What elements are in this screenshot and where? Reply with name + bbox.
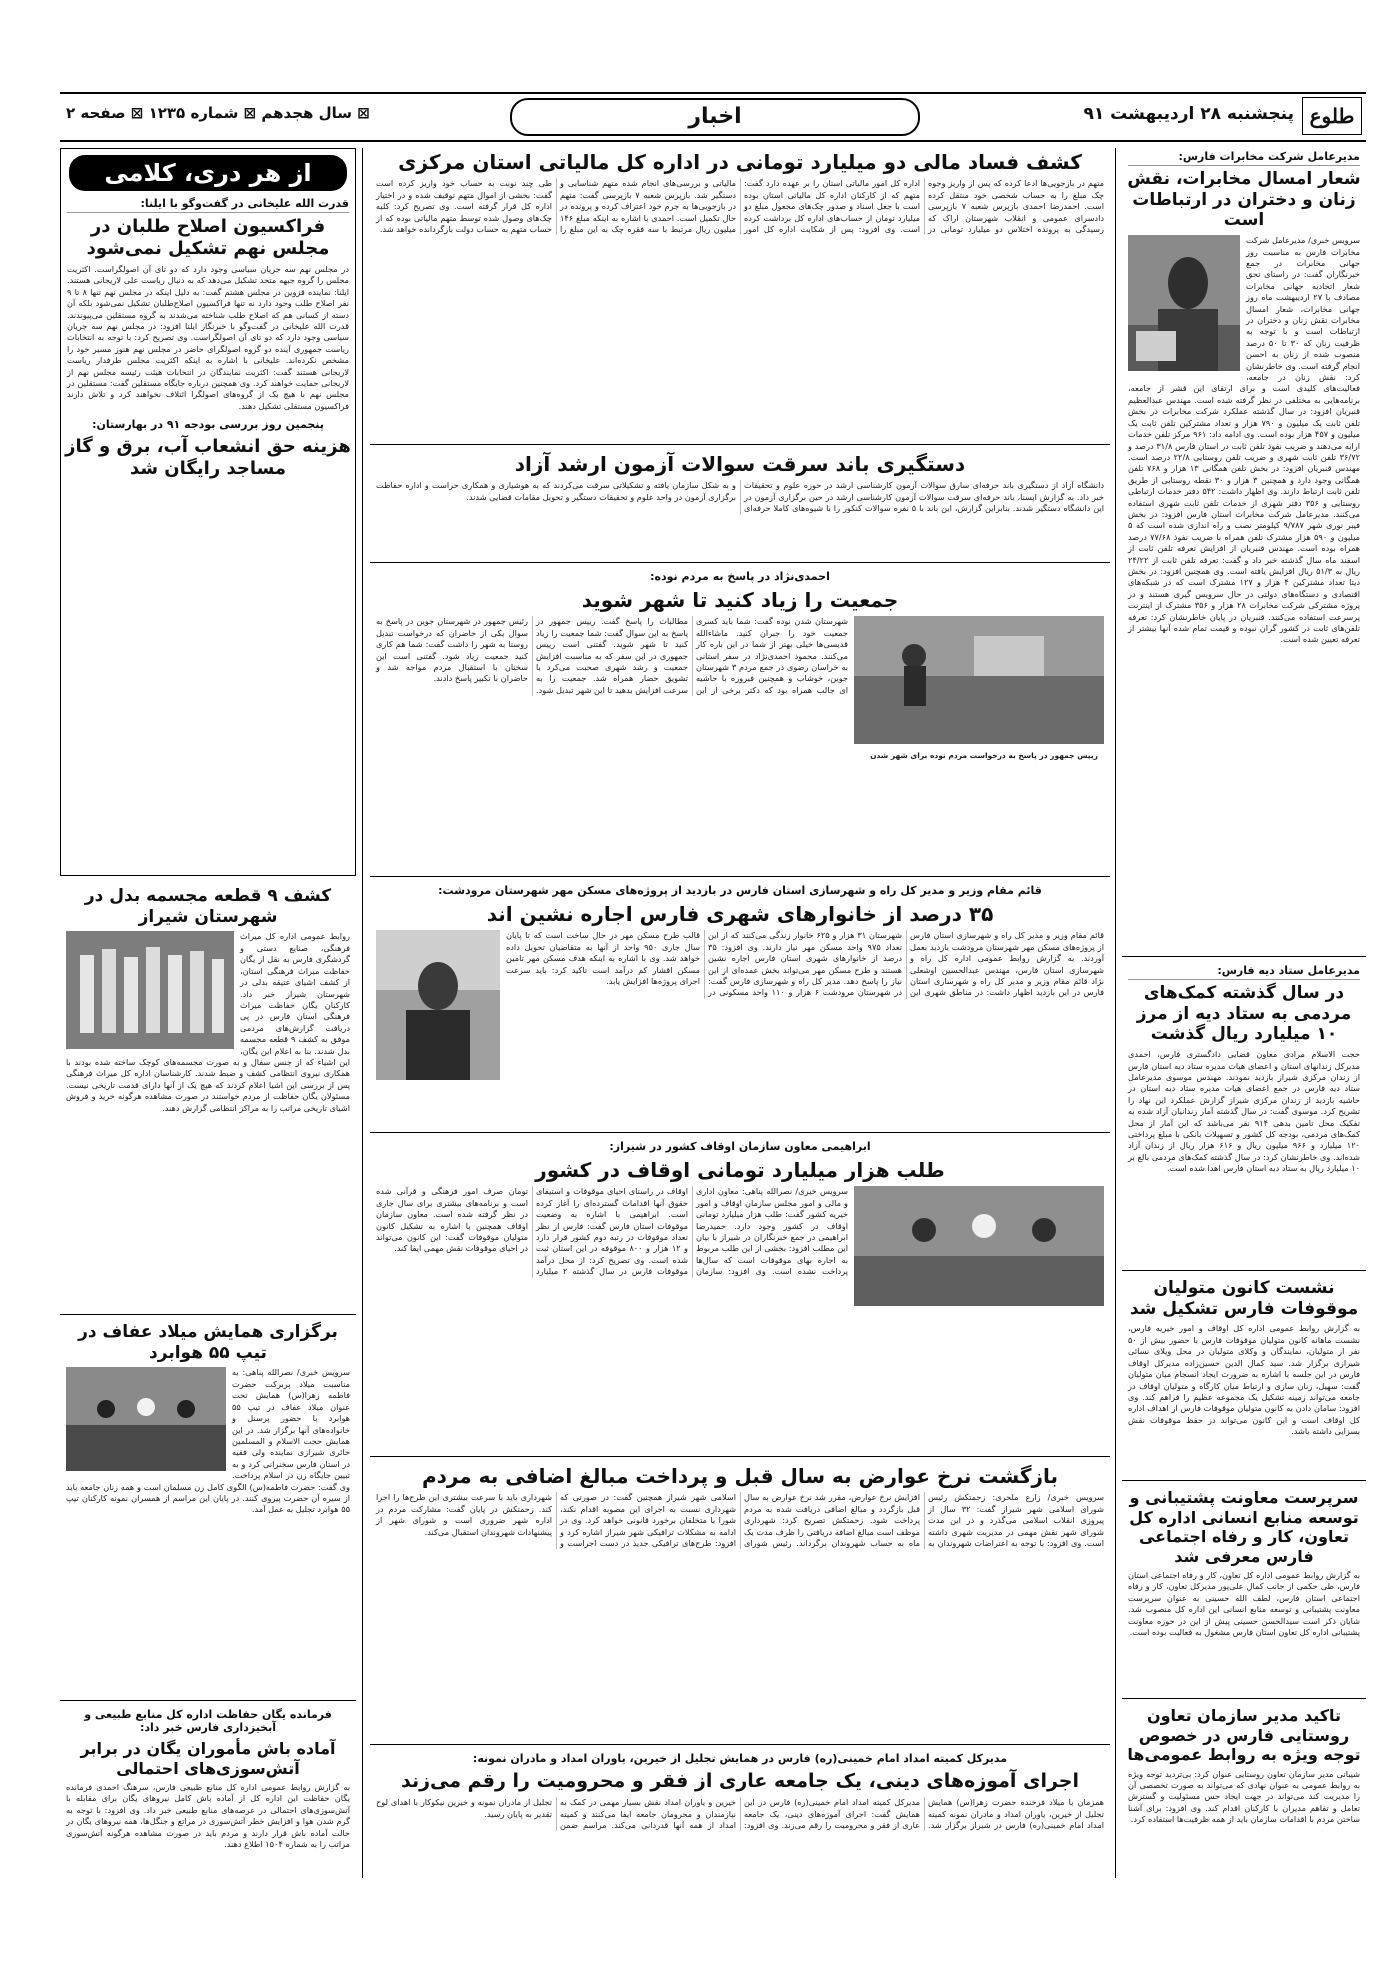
article-body: همزمان با میلاد فرخنده حضرت زهرا(س) همایش تجلیل از خیرین، یاوران امداد و مادران نمونه کمیته امداد امام خمینی(ره) فارس در شیراز برگزار شد. مدیرکل کمیته امداد امام خمینی(ره) فارس در این همایش گفت: اجرای آموزه‌های دینی، یک جامعه عاری از فقر و محرومیت را رقم می‌زند. وی افزود: خیرین و یاوران امداد نقش بسیار مهمی در کمک به نیازمندان و محرومان جامعه ایفا می‌کنند و کمیته امداد از همه آنها قدردانی می‌کند. مراسم ضمن تجلیل از مادران نمونه و خیرین نیکوکار با اهدای لوح تقدیر به پایان رسید.	[376, 1797, 1104, 1830]
article-diyeh	[1122, 962, 1366, 1264]
article-rural-coop	[1122, 1704, 1366, 1878]
article-body: روابط عمومی اداره کل میراث فرهنگی، صنایع دستی و گردشگری فارس به نقل از یگان حفاظت میراث فرهنگی استان، از کشف اشیای عتیقه بدلی در شهرستان شیراز خبر داد. کارکنان یگان حفاظت میراث فرهنگی استان فارس در پی دریافت گزارش‌های مردمی موفق به کشف ۹ قطعه مجسمه بدل شدند. بنا به اعلام این یگان، این اشیاء که از جنس سفال و به صورت مجسمه‌های کوچک ساخته شده بودند با همکاری نیروی انتظامی کشف و ضبط شدند. کارشناسان اداره کل میراث فرهنگی پس از بررسی این اشیا اعلام کردند که هیچ یک از آنها دارای قدمت تاریخی نیست. مسئولان یگان حفاظت از مردم خواستند در صورت مشاهده هرگونه خرید و فروش اشیای تاریخی مراتب را به مراکز انتظامی گزارش دهند.	[66, 931, 350, 1113]
ceremony-photo	[66, 1367, 226, 1471]
article-kicker: احمدی‌نژاد در پاسخ به مردم نوده:	[650, 570, 830, 583]
article-headline: کشف ۹ قطعه مجسمه بدل در شهرستان شیراز	[84, 886, 332, 927]
article-headline: در سال گذشته کمک‌های مردمی به ستاد دیه از مرز ۱۰ میلیارد ریال گذشت	[1136, 983, 1352, 1045]
article-kicker: مدیرعامل ستاد دیه فارس:	[1128, 964, 1360, 980]
article-headline: هزینه حق انشعاب آب، برق و گاز مساجد رایگان شد	[65, 436, 351, 480]
article-headline: نشست کانون متولیان موقوفات فارس تشکیل شد	[1129, 1278, 1359, 1319]
article-headline: بازگشت نرخ عوارض به سال قبل و پرداخت مبالغ اضافی به مردم	[421, 1464, 1059, 1488]
article-telecom	[1122, 148, 1366, 948]
article-body: سرویس خبری/ نصرالله پناهی: معاون اداری و مالی و امور مجلس سازمان اوقاف و امور خیریه کشور گفت: طلب هزار میلیارد تومانی اوقاف در کشور وجود دارد. حمیدرضا ابراهیمی در جمع خبرنگاران در شیراز با بیان این مطلب افزود: بخشی از این طلب مربوط به اجاره بهای موقوفات است که سال‌ها پرداخت نشده است. وی افزود: سازمان اوقاف در راستای احیای موقوفات و استیفای حقوق آنها اقدامات گسترده‌ای را آغاز کرده است. ابراهیمی با اشاره به وضعیت موقوفات استان فارس گفت: فارس از نظر تعداد موقوفات در رتبه دوم کشور قرار دارد و ۱۲ هزار و ۸۰۰ موقوفه در این استان ثبت شده است. وی تصریح کرد: از محل درآمد موقوفات فارس در سال گذشته ۲ میلیارد تومان صرف امور فرهنگی و قرآنی شده است و برنامه‌های بیشتری برای سال جاری در نظر گرفته شده است. معاون سازمان اوقاف همچنین با اشاره به تشکیل کانون متولیان موقوفات گفت: این کانون می‌تواند در احیای موقوفات نقش مهمی ایفا کند.	[376, 1186, 848, 1277]
article-body: حجت الاسلام مرادی معاون قضایی دادگستری فارس، احمدی مدیرکل زندانهای استان و اعضای هیات مدیره ستاد دیه استان فارس از زندان مرکزی شیراز بازدید نمودند. مهندس موسوی مدیرعامل ستاد دیه فارس در جمع اعضای هیات مدیره ستاد دیه استان در حاشیه بازدید از زندان مرکزی شیراز گزارش عملکرد این نهاد را تشریح کرد. موسوی گفت: در سال گذشته آمار زندانیان آزاد شده به تفکیک محل تامین بدهی ۹۱۴ نفر می‌باشد که این آمار از محل کمک‌های مردمی، بودجه کل کشور و تسهیلات بانکی با مبلغ پرداختی ۱۲۰ میلیارد و ۹۶۶ میلیون ریال و ۶۱۶ هزار ریال از زندان آزاد شده‌اند. وی خاطرنشان کرد: در سال گذشته کمک‌های مردمی بالغ بر ۱۰ میلیارد ریال به ستاد دیه استان فارس اهدا شده است.	[1128, 1049, 1360, 1174]
article-body: دانشگاه آزاد از دستگیری باند حرفه‌ای سارق سوالات آزمون کارشناسی ارشد در حوزه علوم و تحقیقات خبر داد. به گزارش ایسنا، باند حرفه‌ای سرقت سوالات آزمون کارشناسی ارشد در حین برگزاری آزمون در این دانشگاه دستگیر شدند. بنابراین گزارش، این باند با ۵ نفره سوالات کنکور را با شیوه‌های کاملا حرفه‌ای و به شکل سازمان یافته و تشکیلاتی سرقت می‌کردند که به هوشیاری و همکاری حراست و اداره حفاظت برگزاری آزمون در واحد علوم و تحقیقات دستگیر و تحویل مقامات قضایی شدند.	[376, 480, 1105, 514]
issue-date: پنجشنبه ۲۸ اردیبهشت ۹۱	[1083, 104, 1294, 124]
divider	[1122, 956, 1366, 957]
divider	[1122, 1698, 1366, 1699]
article-population	[370, 568, 1110, 870]
divider	[370, 1132, 1110, 1133]
page-header	[60, 92, 1366, 142]
article-tolls	[370, 1462, 1110, 1738]
article-body: به گزارش روابط عمومی اداره کل تعاون، کار و رفاه اجتماعی استان فارس، طی حکمی از جانب کمال علی‌پور مدیرکل تعاون، کار و رفاه اجتماعی استان فارس، لطف الله حسینی به عنوان سرپرست معاونت پشتیبانی و توسعه منابع انسانی این اداره کل منصوب شد. شایان ذکر است سید‌الحسن حسینی پیش از این در حوزه معاونت پشتیبانی اداره کل تعاون استان فارس مشغول به فعالیت بوده است.	[1128, 1570, 1360, 1638]
article-body: سرویس خبری/ زارع ملحری: زحمتکش رئیس شورای اسلامی شهر شیراز گفت: ۳۲ سال از پیروزی انقلاب اسلامی می‌گذرد و در این مدت شورای شهر نقش مهمی در مدیریت شهری داشته است. وی افزود: با توجه به اعتراضات شهروندان به افزایش نرخ عوارض، مقرر شد نرخ عوارض به سال قبل بازگردد و مبالغ اضافی دریافت شده به مردم پرداخت شود. زحمتکش تصریح کرد: شهرداری موظف است مبالغ اضافه دریافتی را ظرف مدت یک ماه به حساب شهروندان برگرداند. رئیس شورای اسلامی شهر شیراز همچنین گفت: در صورتی که شهرداری نسبت به اجرای این مصوبه اقدام نکند، شورا با متخلفان برخورد قانونی خواهد کرد. وی در ادامه به مشکلات ترافیکی شهر شیراز اشاره کرد و افزود: طرح‌های ترافیکی جدید در دست اجراست و شهرداری باید با سرعت بیشتری این طرح‌ها را اجرا کند. زحمتکش در پایان گفت: مشارکت مردم در اداره شهر ضروری است و شورای شهر از پیشنهادات شهروندان استقبال می‌کند.	[376, 1492, 1104, 1549]
divider	[370, 1456, 1110, 1457]
article-headline: آماده باش مأموران یگان در برابر آتش‌سوزی‌های احتمالی	[80, 1739, 336, 1778]
article-headline: دستگیری باند سرقت سوالات آزمون ارشد آزاد	[514, 452, 966, 476]
article-headline: شعار امسال مخابرات، نقش زنان و دختران در ارتباطات است	[1127, 169, 1361, 231]
article-headline: فراکسیون اصلاح طلبان در مجلس نهم تشکیل نمی‌شود	[86, 216, 330, 259]
article-kicker: قدرت الله علیخانی در گفت‌وگو با ایلنا:	[67, 197, 349, 213]
article-headline: طلب هزار میلیارد تومانی اوقاف در کشور	[535, 1158, 945, 1182]
article-chastity-event	[60, 1320, 356, 1694]
column-divider	[1115, 148, 1116, 1878]
column-divider	[362, 148, 363, 1878]
article-headline: اجرای آموزه‌های دینی، یک جامعه عاری از فقر و محرومیت را رقم می‌زند	[400, 1770, 1080, 1792]
article-headline: جمعیت را زیاد کنید تا شهر شوید	[581, 588, 899, 612]
article-body: سرویس خبری/ نصرالله پناهی: به مناسبت میلاد پربرکت حضرت فاطمه زهرا(س) همایش تحت عنوان میلاد عفاف در تیپ ۵۵ هوابرد با حضور پرسنل و خانواده‌های آنها برگزار شد. در این همایش حجت الاسلام و المسلمین حائری شیرازی نماینده ولی فقیه در استان فارس سخنرانی کرد و به تبیین جایگاه زن در اسلام پرداخت. وی گفت: حضرت فاطمه(س) الگوی کامل زن مسلمان است و همه زنان جامعه باید از سیره آن حضرت پیروی کنند. در پایان این مراسم از همسران نمونه کارکنان تیپ ۵۵ هوابرد تجلیل به عمل آمد.	[66, 1367, 350, 1515]
article-kicker: پنجمین روز بررسی بودجه ۹۱ در بهارستان:	[92, 418, 324, 432]
meeting-photo	[854, 1186, 1104, 1306]
article-charity	[370, 1750, 1110, 1878]
article-kicker: مدیرکل کمیته امداد امام خمینی(ره) فارس در همایش تجلیل از خیرین، یاوران امداد و مادران نمونه:	[472, 1752, 1008, 1765]
masthead-logo: طلوع	[1302, 97, 1362, 135]
article-headline: برگزاری همایش میلاد عفاف در تیپ ۵۵ هوابرد	[78, 1322, 338, 1363]
divider	[370, 1744, 1110, 1745]
article-headline: سرپرست معاونت پشتیبانی و توسعه منابع انسانی اداره کل تعاون، کار و رفاه اجتماعی فارس معرفی شد	[1129, 1488, 1359, 1566]
divider	[370, 444, 1110, 445]
sidebar-box	[60, 148, 356, 876]
article-rent-housing	[370, 882, 1110, 1126]
article-body: شیبانی مدیر سازمان تعاون روستایی عنوان کرد: بی‌تردید توجه ویژه به روابط عمومی به عنوان نهادی که می‌تواند به صورت تخصصی آن را مدیریت کند می‌تواند در جهت ایجاد حس مسئولیت و گسترش تعامل و تفاهم مدیران با کارکنان اقدام کند. وی افزود: برای آشنا ساختن مردم با اقدامات سازمان باید از همه ظرفیت‌ها استفاده کرد.	[1128, 1768, 1360, 1825]
article-endowment-debt	[370, 1138, 1110, 1450]
article-endowment-forum	[1122, 1276, 1366, 1474]
article-fire-alert	[60, 1706, 356, 1878]
portrait-photo	[1128, 235, 1240, 371]
divider	[1122, 1270, 1366, 1271]
article-body: متهم در بازجویی‌ها ادعا کرده که پس از واریز وجوه چک مبلغ را به حساب شخصی خود منتقل کرده است. احمدرضا احمدی بازپرس شعبه ۷ بازپرسی دادسرای عمومی و انقلاب شهرستان اراک که رسیدگی به پرونده اختلاس دو میلیارد تومانی در اداره کل امور مالیاتی استان را بر عهده دارد گفت: متهم که از کارکنان اداره کل مالیاتی استان بوده است با جعل اسناد و صدور چک‌های مجعول مبلغ دو میلیارد تومان از حساب‌های اداره کل برداشت کرده است. وی افزود: پس از شکایت اداره کل امور مالیاتی و بررسی‌های انجام شده متهم شناسایی و دستگیر شد. بازپرس شعبه ۷ بازپرسی گفت: متهم در بازجویی‌ها به جرم خود اعتراف کرده و پرونده در حال تکمیل است. احمدی با اشاره به اینکه مبلغ ۱۴۶ میلیون ریال مرتبط با سه فقره چک به این مبلغ را طی چند نوبت به حساب خود واریز کرده است گفت: بخشی از اموال متهم توقیف شده و در اختیار اداره کل قرار گرفته است. وی تصریح کرد: کلیه چک‌های وصول شده توسط متهم مالیاتی بوده که از حساب متهم به حساب دولت بازگردانده خواهد شد.	[376, 178, 1104, 235]
divider	[1122, 1480, 1366, 1481]
article-body: سرویس خبری/ مدیرعامل شرکت مخابرات فارس به مناسبت روز جهانی مخابرات در جمع خبرنگاران گفت: در راستای تحق شعار اتحادیه جهانی مخابرات مصادف با ۲۷ اردیبهشت ماه روز جهانی مخابرات، شعار امسال مخابرات نقش زنان و دختران در ارتباطات است و با توجه به ظرفیت زنان که ۳۰ تا ۵۰ درصد منصوب شده از زنان به احسن انجام گرفته است. وی خاطرنشان کرد: نقش زنان در جامعه، فعالیت‌های کلیدی است و برای ارتقای این قشر از جامعه، برنامه‌هایی به مختلفی در نظر گرفته شده است. مهندس عبدالعظیم قنبریان افزود: در سال گذشته عملکرد شرکت مخابرات در بخش تلفن ثابت یک میلیون و ۷۹۰ هزار و تعداد مشترکین تلفن ثابت یک میلیون و ۴۵۷ هزار بوده است. وی ادامه داد: ۹۶۱ مرکز تلفن خدمات ارایه می‌دهند و ضریب نفوذ تلفن ثابت در استان فارس ۳۱/۸ درصد و ۳۶/۷۲ تلفن ثابت شهری و ضریب تلفن روستایی ۲۲/۸ درصد است. مهندس قنبریان افزود: در بخش تلفن همگانی ۱۳ هزار و ۷۶۸ تلفن همگانی وجود دارد و همچنین ۳ هزار و ۳۰ نقطه روستایی از طریق تلفن ثابت ارتباط دارند. وی اظهار داشت: ۵۴۲ دفتر خدمات ارتباطی روستایی و ۳۵۶ دفتر شهری از خدمات تلفن ثابت شهری استفاده می‌کنند. مدیرعامل شرکت مخابرات استان فارس افزود: در بخش فیبر نوری شهر ۹/۷۸۷ کیلومتر نصب و راه اندازی شده است که ۵ میلیون و ۵۹۰ هزار مشترک تلفن همراه با ضریب نفوذ ۷۷/۶۸ درصد همراه بوده است. مهندس قنبریان از افزایش تعرفه تلفن ثابت از اسفند ماه سال گذشته خبر داد و گفت: تعرفه تلفن ثابت از ۲۴/۲۲ ریال به ۵۱/۳ ریال افزایش یافته است. وی همچنین افزود: در بخش دیتا تعداد مشترکین ۴ هزار و ۱۲۷ مشترک است که در شبکه‌های اقتصادی و دستگاه‌های دولتی در حال سرویس گیری هستند و در پروژه مشترکی شرکت مخابرات ۲۸ هزار و ۳۵۶ مشترک از اینترنت پرسرعت استفاده می‌کنند. قنبریان در پایان خاطرنشان کرد: تعرفه تلفن‌های ثابت در کشور گران نبوده و قیمت تمام شده آنها بیشتر از تعرفه تعیین شده است.	[1128, 235, 1361, 645]
official-photo	[376, 930, 500, 1080]
newspaper-page	[60, 92, 1366, 1880]
article-headline: کشف فساد مالی دو میلیارد تومانی در اداره کل مالیاتی استان مرکزی	[398, 150, 1082, 174]
article-fake-statues	[60, 884, 356, 1308]
section-title: اخبار	[510, 98, 920, 136]
article-kicker: فرمانده یگان حفاظت اداره کل منابع طبیعی و آبخیزداری فارس خبر داد:	[84, 1708, 332, 1734]
photo-caption: رییس جمهور در پاسخ به درخواست مردم نوده برای شهر شدن	[870, 750, 1098, 760]
divider	[370, 562, 1110, 563]
article-body: در مجلس نهم سه جریان سیاسی وجود دارد که دو تای آن اصولگراست. اکثریت مجلس را گروه جبهه متحد تشکیل می‌دهد که به دنبال ریاست علی لاریجانی هستند. ایلنا: نماینده قزوین در مجلس هشتم گفت: به دلیل اینکه در مجلس نهم تنها ۸ تا ۹ نفر اصلاح طلب وجود دارد نه تنها فراکسیون اصلاح‌طلبان تشکیل نمی‌شود بلکه آن دسته از کسانی هم که اصلاح طلب شناخته می‌شدند به گروه مستقلین می‌پیوندند. قدرت الله علیخانی در گفت‌وگو با خبرنگار ایلنا افزود: در مجلس نهم سه جریان سیاسی وجود دارد که دو تای آن اصولگراست. وی تصریح کرد: با توجه به انتخابات ریاست جمهوری آینده دو گروه اصولگرای حاضر در مجلس نهم هنوز مسیر خود را مشخص نکرده‌اند. علیخانی با اشاره به اینکه اکثریت مجلس طرفدار ریاست لاریجانی هستند گفت: اکثریت نمایندگان در انتخابات هیئت رئیسه مجلس نهم از لاریجانی حمایت خواهند کرد. وی همچنین درباره جایگاه مستقلین گفت: مستقلین در مجلس نهم با هیچ یک از گروه‌های اصولگرا ائتلاف نخواهند کرد و تلاش دارند فراکسیون مستقلی تشکیل دهند.	[67, 263, 349, 411]
article-labor-appointment	[1122, 1486, 1366, 1692]
article-body: قائم مقام وزیر و مدیر کل راه و شهرسازی استان فارس از پروژه‌های مسکن مهر شهرستان مرودشت بازدید بعمل آوردند. به گزارش روابط عمومی اداره کل راه و شهرسازی استان فارس، مهندس عبدالحسین اوشعلی نژاد قائم مقام وزیر و مدیر کل راه و شهرسازی استان فارس در این بازدید اظهار داشت: در مناطق شهری این شهرستان ۳۱ هزار و ۶۲۵ خانوار زندگی می‌کنند که از این تعداد ۹۷۵ واحد مسکن مهر نیاز دارند. وی افزود: ۳۵ درصد از خانوارهای شهری استان فارس اجاره نشین هستند و طرح مسکن مهر می‌تواند بخش عمده‌ای از این نیاز را پاسخ دهد. مدیر کل راه و شهرسازی فارس گفت: در شهرستان مرودشت ۶ هزار و ۱۱۰ واحد مسکونی در قالب طرح مسکن مهر در حال ساخت است که تا پایان سال جاری ۹۵۰ واحد از آنها به متقاضیان تحویل داده خواهد شد. وی با اشاره به اینکه هدف مسکن مهر تامین مسکن اقشار کم درآمد است تاکید کرد: باید سرعت اجرای پروژه‌ها افزایش یابد.	[506, 930, 1104, 998]
divider	[60, 1314, 356, 1315]
article-headline: تاکید مدیر سازمان تعاون روستایی فارس در خصوص توجه ویژه به روابط عمومی‌ها	[1127, 1706, 1361, 1765]
article-exam-theft	[370, 450, 1110, 556]
article-body: به گزارش روابط عمومی اداره کل اوقاف و امور خیریه فارس، نشست ماهانه کانون متولیان موقوفات فارس با حضور بیش از ۵۰ نفر از متولیان، نمایندگان و وکلای متولیان در محل ویلای نسائی شیرازی برگزار شد. سید کمال الدین حسین‌زاده مدیرکل اوقاف فارس در این جلسه با اشاره به ضرورت ایجاد انسجام میان متولیان گفت: سهیل، زنان سازی و ارتباط میان کارگاه و متولیان اوقاف در جامعه می‌تواند زمینه تشکیل یک مجموعه عظیم را فراهم کند. وی افزود: سامان دادن به کانون متولیان موقوفات فارس از اهداف اداره کل اوقاف است و این کانون می‌تواند در حفظ موقوفات نقش بسزایی داشته باشد.	[1128, 1323, 1360, 1437]
article-tax-fraud	[370, 148, 1110, 438]
article-kicker: قائم مقام وزیر و مدیر کل راه و شهرسازی استان فارس در بازدید از پروژه‌های مسکن مهر شهرستان مرودشت:	[438, 884, 1042, 897]
issue-info: ⊠ سال هجدهم ⊠ شماره ۱۲۳۵ ⊠ صفحه ۲	[66, 104, 370, 122]
article-headline: ۳۵ درصد از خانوارهای شهری فارس اجاره نشین اند	[486, 902, 994, 926]
box-title: از هر دری، کلامی	[69, 155, 347, 191]
crowd-photo	[854, 616, 1104, 744]
statues-photo	[66, 931, 234, 1049]
article-body: به گزارش روابط عمومی اداره کل منابع طبیعی فارس، سرهنگ احمدی فرمانده یگان حفاظت این اداره کل از آماده باش کامل نیروهای یگان برای مقابله با آتش‌سوزی‌های احتمالی در عرصه‌های منابع طبیعی خبر داد. وی افزود: با توجه به گرم شدن هوا و افزایش خطر آتش‌سوزی در مراتع و جنگل‌ها، همه نیروهای یگان در حالت آماده باش قرار دارند و مردم باید در صورت مشاهده هرگونه آتش‌سوزی مراتب را به شماره ۱۵۰۴ اطلاع دهند.	[66, 1782, 350, 1850]
article-kicker: ابراهیمی معاون سازمان اوقاف کشور در شیراز:	[609, 1140, 871, 1153]
article-kicker: مدیرعامل شرکت مخابرات فارس:	[1128, 150, 1360, 166]
divider	[60, 1700, 356, 1701]
divider	[370, 876, 1110, 877]
article-body: شهرستان شدن نوده گفت: شما باید کسری جمعیت خود را جبران کنید. ماشاءالله قدیسی‌ها خیلی بهتر از شما در این باره کار می‌کنند. محمود احمدی‌نژاد در سفر استانی به خراسان رضوی در جمع مردم ۳ شهرستان جوین، خوشاب و همچنین فیروزه با حاشیه ای جالب همراه بود که دکتر برخی از این مطالبات را پاسخ گفت. رییس جمهور در پاسخ به این سوال گفت: شما جمعیت را زیاد کنید تا شهر شوید. گفتنی است رییس جمهوری در این سفر که به مناسبت افزایش جمعیت و رشد شهری صحبت می‌کرد با تشویق حضار همراه شد. جمعیت را به سرعت افزایش بدهید تا این شهر تبدیل شود. رئیس جمهور در شهرستان جوین در پاسخ به سوال یکی از حاضران که درخواست تبدیل روستا به شهر را داشت گفت: شما هم کاری کنید جمعیت زیاد شود. گفتنی است این سخنان با استقبال مردم مواجه شد و حاضران با تکبیر پاسخ دادند.	[376, 616, 849, 695]
